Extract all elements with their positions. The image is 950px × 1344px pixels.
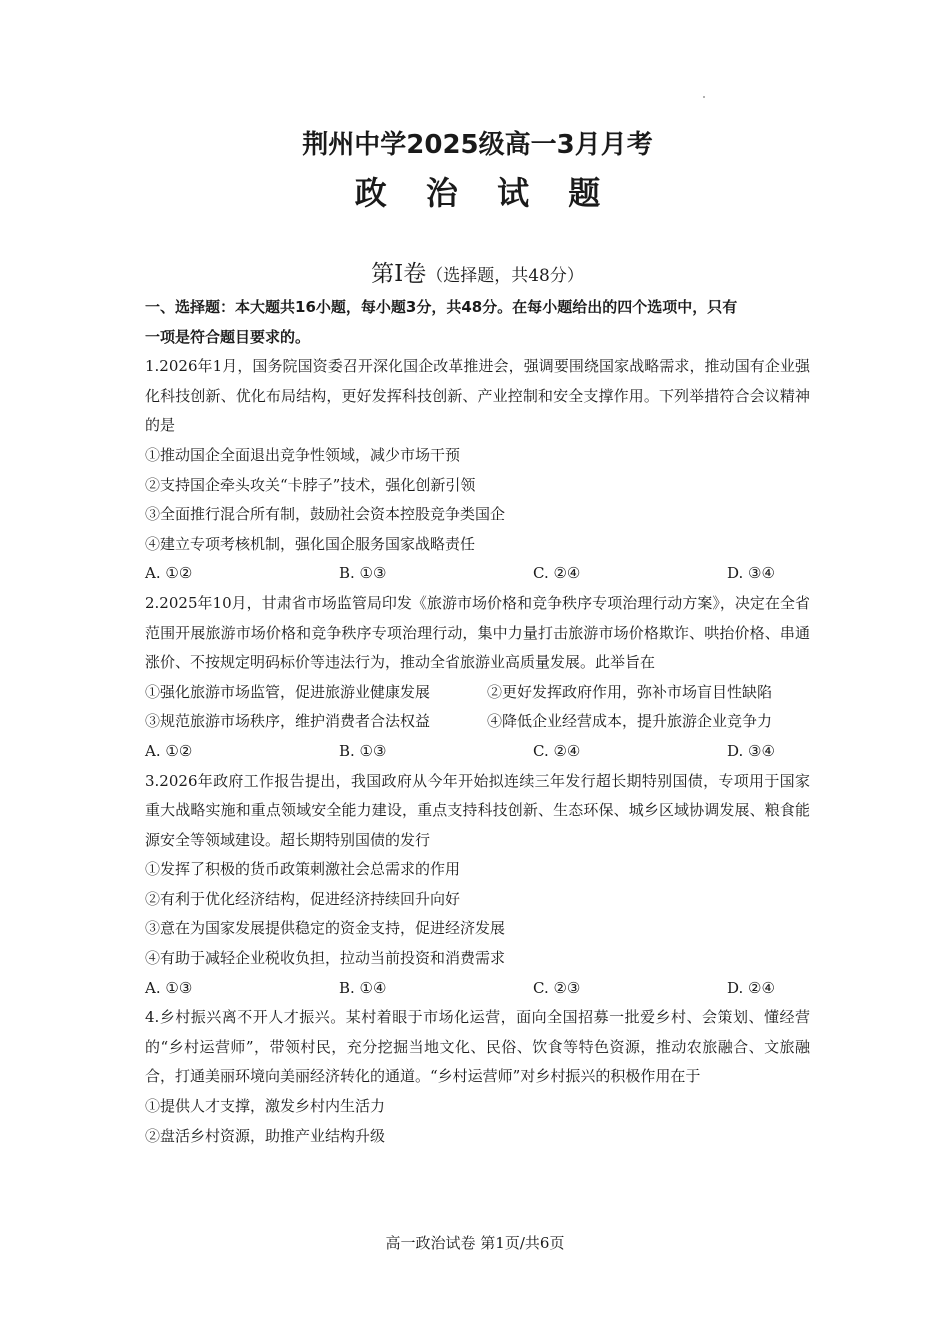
option-d: D. ③④ — [727, 741, 775, 760]
question-2-items-row-1 — [145, 678, 810, 708]
question-1-stem: 1.2026年1月，国务院国资委召开深化国企改革推进会，强调要围绕国家战略需求，推动国有企业强化科技创新、优化布局结构，更好发挥科技创新、产业控制和安全支撑作用。下列举措符合会议精神的是 — [145, 357, 810, 435]
option-c: C. ②④ — [533, 564, 581, 583]
question-2-item-4: ④降低企业经营成本，提升旅游企业竞争力 — [487, 712, 773, 731]
option-b: B. ①③ — [339, 741, 387, 760]
question-2-items-row-2 — [145, 707, 810, 737]
question-3-stem: 3.2026年政府工作报告提出，我国政府从今年开始拟连续三年发行超长期特别国债，专项用于国家重大战略实施和重点领域安全能力建设，重点支持科技创新、生态环保、城乡区域协调发展、粮食能源安全等领域建设。超长期特别国债的发行 — [145, 771, 810, 849]
option-d: D. ②④ — [727, 978, 775, 997]
question-1-item-1: ①推动国企全面退出竞争性领域，减少市场干预 — [145, 445, 461, 464]
section-name: 第Ⅰ卷 — [371, 261, 427, 287]
option-a: A. ①② — [145, 741, 193, 760]
question-3-item-1: ①发挥了积极的货币政策刺激社会总需求的作用 — [145, 860, 461, 879]
question-2-item-1: ①强化旅游市场监管，促进旅游业健康发展 — [145, 682, 431, 701]
instructions-line-1: 一、选择题：本大题共16小题，每小题3分，共48分。在每小题给出的四个选项中，只有 — [145, 298, 738, 316]
question-1-item-4: ④建立专项考核机制，强化国企服务国家战略责任 — [145, 534, 476, 553]
question-4-stem: 4.乡村振兴离不开人才振兴。某村着眼于市场化运营，面向全国招募一批爱乡村、会策划、懂经营的“乡村运营师”，带领村民，充分挖掘当地文化、民俗、饮食等特色资源，推动农旅融合、文旅融合，打通美丽环境向美丽经济转化的通道。“乡村运营师”对乡村振兴的积极作用在于 — [145, 1008, 810, 1086]
option-c: C. ②④ — [533, 741, 581, 760]
question-3-options — [145, 974, 810, 1004]
question-1-options — [145, 559, 810, 589]
subject-title: 政 治 试 题 — [354, 174, 615, 212]
question-4-item-2: ②盘活乡村资源，助推产业结构升级 — [145, 1126, 386, 1145]
question-2-stem: 2.2025年10月，甘肃省市场监管局印发《旅游市场价格和竞争秩序专项治理行动方案》，决定在全省范围开展旅游市场价格和竞争秩序专项治理行动，集中力量打击旅游市场价格欺诈、哄抬价格、串通涨价、不按规定明码标价等违法行为，推动全省旅游业高质量发展。此举旨在 — [145, 593, 810, 672]
exam-title: 荆州中学2025级高一3月月考 — [302, 130, 653, 160]
section-note: （选择题，共48分） — [426, 266, 584, 286]
option-c: C. ②③ — [533, 978, 581, 997]
question-2-item-2: ②更好发挥政府作用，弥补市场盲目性缺陷 — [487, 682, 773, 701]
option-b: B. ①③ — [339, 564, 387, 583]
question-3-item-3: ③意在为国家发展提供稳定的资金支持，促进经济发展 — [145, 919, 506, 938]
question-3-item-2: ②有利于优化经济结构，促进经济持续回升向好 — [145, 889, 461, 908]
exam-body — [145, 293, 810, 1151]
question-1-item-3: ③全面推行混合所有制，鼓励社会资本控股竞争类国企 — [145, 505, 506, 524]
question-3-item-4: ④有助于减轻企业税收负担，拉动当前投资和消费需求 — [145, 949, 506, 968]
question-4-item-1: ①提供人才支撑，激发乡村内生活力 — [145, 1097, 386, 1116]
question-1-item-2: ②支持国企牵头攻关“卡脖子”技术，强化创新引领 — [145, 475, 476, 494]
question-2-options — [145, 737, 810, 767]
question-2-item-3: ③规范旅游市场秩序，维护消费者合法权益 — [145, 712, 431, 731]
option-d: D. ③④ — [727, 564, 775, 583]
scan-speck — [703, 96, 705, 98]
page-footer: 高一政治试卷 第1页/共6页 — [385, 1234, 565, 1252]
instructions-line-2: 一项是符合题目要求的。 — [145, 327, 311, 346]
option-b: B. ①④ — [339, 978, 387, 997]
option-a: A. ①③ — [145, 978, 193, 997]
section-heading — [145, 255, 810, 288]
option-a: A. ①② — [145, 564, 193, 583]
